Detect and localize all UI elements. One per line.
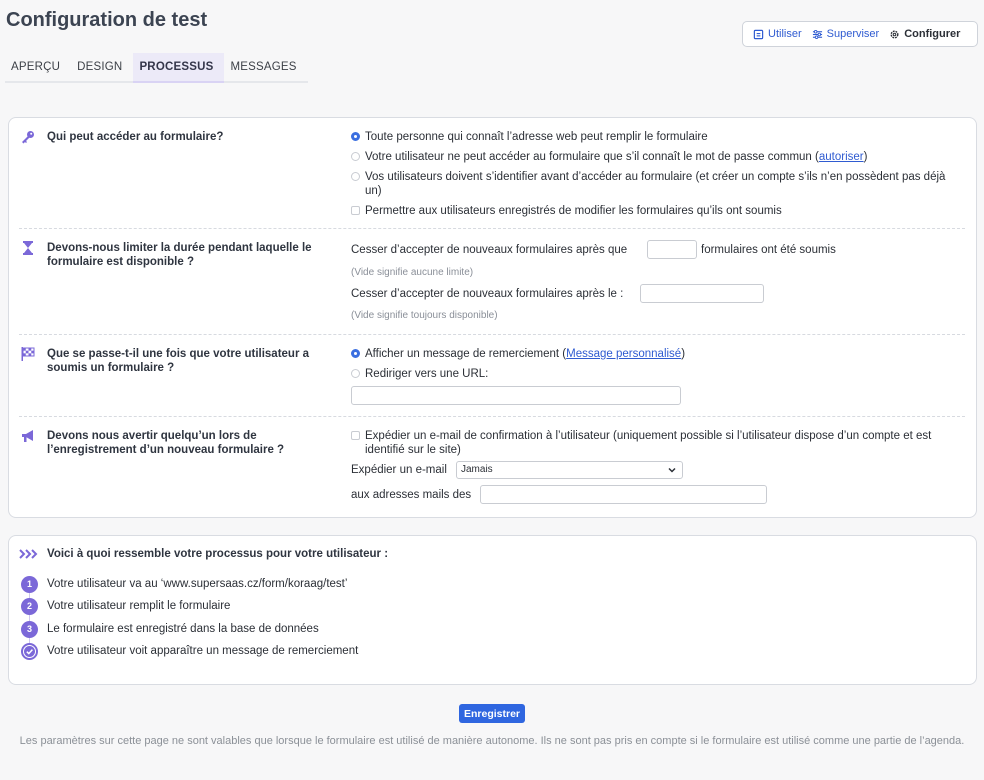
flow-step	[21, 575, 347, 593]
flow-heading-text: Voici à quoi ressemble votre processus pour votre utilisateur :	[47, 548, 389, 560]
access-option-public-radio[interactable]	[351, 132, 360, 141]
checkmark-icon	[24, 646, 35, 657]
limit-count-hint: (Vide signifie aucune limite)	[351, 267, 474, 278]
triple-chevron-icon	[19, 548, 39, 560]
custom-message-link[interactable]: Message personnalisé	[566, 348, 682, 360]
section-divider	[19, 228, 965, 229]
chevron-down-icon	[668, 466, 676, 474]
tab-processus[interactable]: PROCESSUS	[133, 53, 224, 83]
after-option-redirect[interactable]	[351, 367, 963, 381]
access-option-password-radio[interactable]	[351, 152, 360, 161]
step-text: Votre utilisateur voit apparaître un message de remerciement	[47, 645, 359, 657]
step-number: 1	[21, 576, 38, 593]
supervise-link[interactable]	[812, 28, 880, 40]
email-address-input[interactable]	[480, 485, 767, 504]
send-email-select-value: Jamais	[461, 464, 493, 475]
tab-apercu[interactable]: APERÇU	[11, 61, 61, 73]
step-number: 2	[21, 598, 38, 615]
confirm-email-checkbox[interactable]	[351, 431, 360, 440]
limit-date-hint: (Vide signifie toujours disponible)	[351, 310, 498, 321]
after-option-message[interactable]: Afficher un message de remerciement (Message personnalisé)	[351, 347, 963, 361]
flow-step	[21, 597, 230, 615]
limit-count-suffix: formulaires ont été soumis	[701, 244, 836, 256]
limit-question: Devons-nous limiter la durée pendant laquelle le formulaire est disponible ?	[47, 242, 312, 268]
flow-step	[21, 620, 319, 638]
tab-design[interactable]: DESIGN	[77, 61, 123, 73]
confirm-email-option[interactable]	[351, 429, 963, 457]
steps-connector	[29, 584, 30, 650]
gear-icon	[889, 29, 900, 40]
step-number: 3	[21, 621, 38, 638]
send-email-select[interactable]	[456, 461, 683, 479]
allow-edit-checkbox[interactable]	[351, 206, 360, 215]
after-option-message-radio[interactable]	[351, 349, 360, 358]
process-settings-card	[8, 117, 977, 518]
limit-date-label: Cesser d’accepter de nouveaux formulaires après le :	[351, 288, 624, 300]
send-email-label: Expédier un e-mail	[351, 464, 447, 476]
confirm-email-label: Expédier un e-mail de confirmation à l’utilisateur (uniquement possible si l’utilisateur dispose d’un compte et est identifié sur le site)	[365, 430, 932, 456]
key-icon	[20, 129, 36, 145]
use-link-label: Utiliser	[768, 28, 802, 40]
authorize-link[interactable]: autoriser	[818, 151, 864, 163]
allow-edit-option[interactable]	[351, 204, 963, 218]
limit-date-input[interactable]	[640, 284, 764, 303]
limit-count-prefix: Cesser d’accepter de nouveaux formulaires après que	[351, 244, 628, 256]
after-option-redirect-radio[interactable]	[351, 369, 360, 378]
hourglass-icon	[20, 240, 36, 256]
tab-bar	[5, 53, 308, 83]
email-address-label: aux adresses mails des	[351, 489, 472, 501]
calendar-icon	[753, 29, 764, 40]
after-option-message-label: Afficher un message de remerciement (	[365, 348, 567, 360]
section-divider	[19, 334, 965, 335]
notify-question: Devons nous avertir quelqu’un lors de l’enregistrement d’un nouveau formulaire ?	[47, 430, 285, 456]
step-done	[21, 643, 38, 660]
step-text: Le formulaire est enregistré dans la base de données	[47, 623, 319, 635]
access-option-login[interactable]	[351, 170, 963, 198]
section-divider	[19, 416, 965, 417]
checkered-flag-icon	[20, 346, 36, 362]
redirect-url-input[interactable]	[351, 386, 681, 405]
flow-heading	[19, 548, 388, 560]
access-option-public-label: Toute personne qui connaît l’adresse web peut remplir le formulaire	[365, 131, 708, 143]
supervise-link-label: Superviser	[826, 28, 880, 40]
after-option-redirect-label: Rediriger vers une URL:	[365, 368, 489, 380]
access-option-password-label: Votre utilisateur ne peut accéder au formulaire que s’il connaît le mot de passe commun (	[365, 151, 819, 163]
footer-note: Les paramètres sur cette page ne sont valables que lorsque le formulaire est utilisé de manière autonome. Ils ne sont pas pris en compte si le formulaire est utilisé comme une partie de l’agenda.	[19, 735, 965, 747]
allow-edit-label: Permettre aux utilisateurs enregistrés de modifier les formulaires qu’ils ont soumis	[365, 205, 782, 217]
megaphone-icon	[20, 428, 36, 444]
sliders-icon	[812, 29, 823, 40]
after-submit-question: Que se passe-t-il une fois que votre utilisateur a soumis un formulaire ?	[47, 348, 310, 374]
step-text: Votre utilisateur va au ‘www.supersaas.cz/form/koraag/test’	[47, 578, 348, 590]
flow-step	[21, 642, 358, 660]
access-option-password[interactable]: Votre utilisateur ne peut accéder au formulaire que s’il connaît le mot de passe commun (autoriser)	[351, 150, 963, 164]
use-link[interactable]	[753, 28, 802, 40]
page-title: Configuration de test	[6, 9, 208, 31]
tab-messages[interactable]: MESSAGES	[230, 61, 297, 73]
save-button[interactable]: Enregistrer	[459, 704, 525, 723]
access-option-login-label: Vos utilisateurs doivent s’identifier avant d’accéder au formulaire (et créer un compte s’ils n’en possèdent pas déjà un)	[365, 171, 946, 197]
access-question: Qui peut accéder au formulaire?	[47, 131, 224, 143]
top-navigation	[742, 21, 978, 47]
configure-link-label: Configurer	[904, 28, 961, 40]
access-option-login-radio[interactable]	[351, 172, 360, 181]
configure-link[interactable]	[889, 28, 960, 40]
limit-count-input[interactable]	[647, 240, 697, 259]
step-text: Votre utilisateur remplit le formulaire	[47, 600, 231, 612]
access-option-public[interactable]	[351, 130, 963, 144]
process-flow-card	[8, 535, 977, 685]
